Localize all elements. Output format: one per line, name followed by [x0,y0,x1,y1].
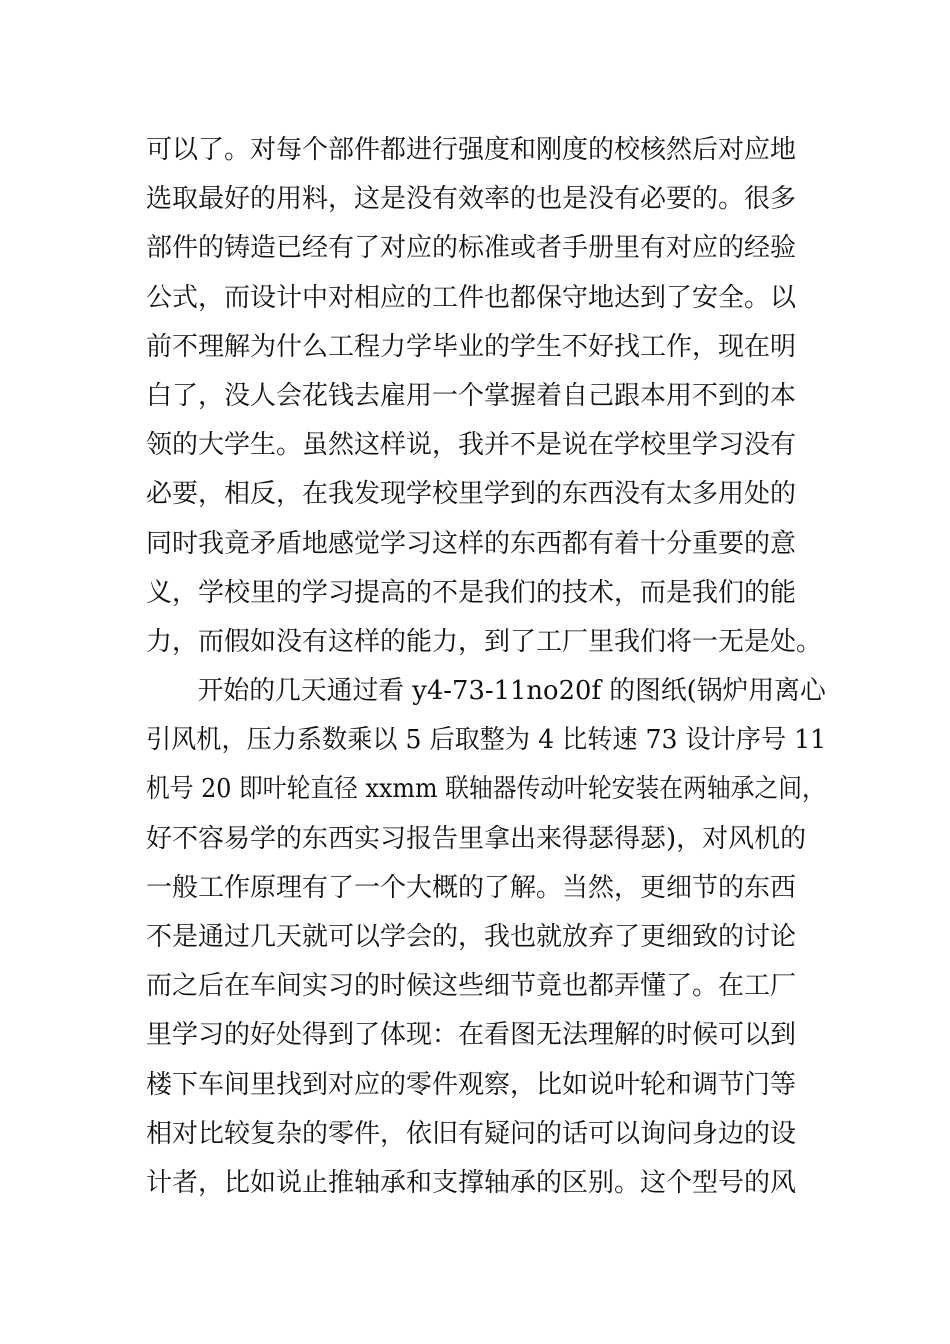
text-line: 白了，没人会花钱去雇用一个掌握着自己跟本用不到的本 [146,380,797,411]
text-line: 义，学校里的学习提高的不是我们的技术，而是我们的能 [146,577,797,608]
text-line: 部件的铸造已经有了对应的标准或者手册里有对应的经验 [146,233,797,264]
text-line: 一般工作原理有了一个大概的了解。当然，更细节的东西 [146,872,797,903]
paragraph-start-line: 开始的几天通过看 y4-73-11no20f 的图纸(锅炉用离心 [146,676,826,707]
text-line: 同时我竟矛盾地感觉学习这样的东西都有着十分重要的意 [146,528,797,559]
text-line: 相对比较复杂的零件，依旧有疑问的话可以询问身边的设 [146,1118,797,1149]
text-line: 前不理解为什么工程力学毕业的学生不好找工作，现在明 [146,331,797,362]
document-body [146,126,827,1208]
text-line: 领的大学生。虽然这样说，我并不是说在学校里学习没有 [146,430,797,461]
text-line: 必要，相反，在我发现学校里学到的东西没有太多用处的 [146,479,797,510]
text-line: 机号 20 即叶轮直径 xxmm 联轴器传动叶轮安装在两轴承之间， [146,774,826,805]
text-line: 公式，而设计中对相应的工件也都保守地达到了安全。以 [146,282,797,313]
text-line: 选取最好的用料，这是没有效率的也是没有必要的。很多 [146,184,797,215]
text-line: 引风机，压力系数乘以 5 后取整为 4 比转速 73 设计序号 11 [146,725,827,756]
text-line: 力，而假如没有这样的能力，到了工厂里我们将一无是处。 [146,626,823,657]
text-line: 可以了。对每个部件都进行强度和刚度的校核然后对应地 [146,135,797,165]
text-line: 好不容易学的东西实习报告里拿出来得瑟得瑟)，对风机的 [146,823,807,854]
text-line: 楼下车间里找到对应的零件观察，比如说叶轮和调节门等 [146,1069,797,1100]
text-line: 里学习的好处得到了体现：在看图无法理解的时候可以到 [146,1020,797,1051]
text-line: 不是通过几天就可以学会的，我也就放弃了更细致的讨论 [146,922,797,952]
text-line: 计者，比如说止推轴承和支撑轴承的区别。这个型号的风 [146,1167,797,1198]
text-line: 而之后在车间实习的时候这些细节竟也都弄懂了。在工厂 [146,971,797,1002]
